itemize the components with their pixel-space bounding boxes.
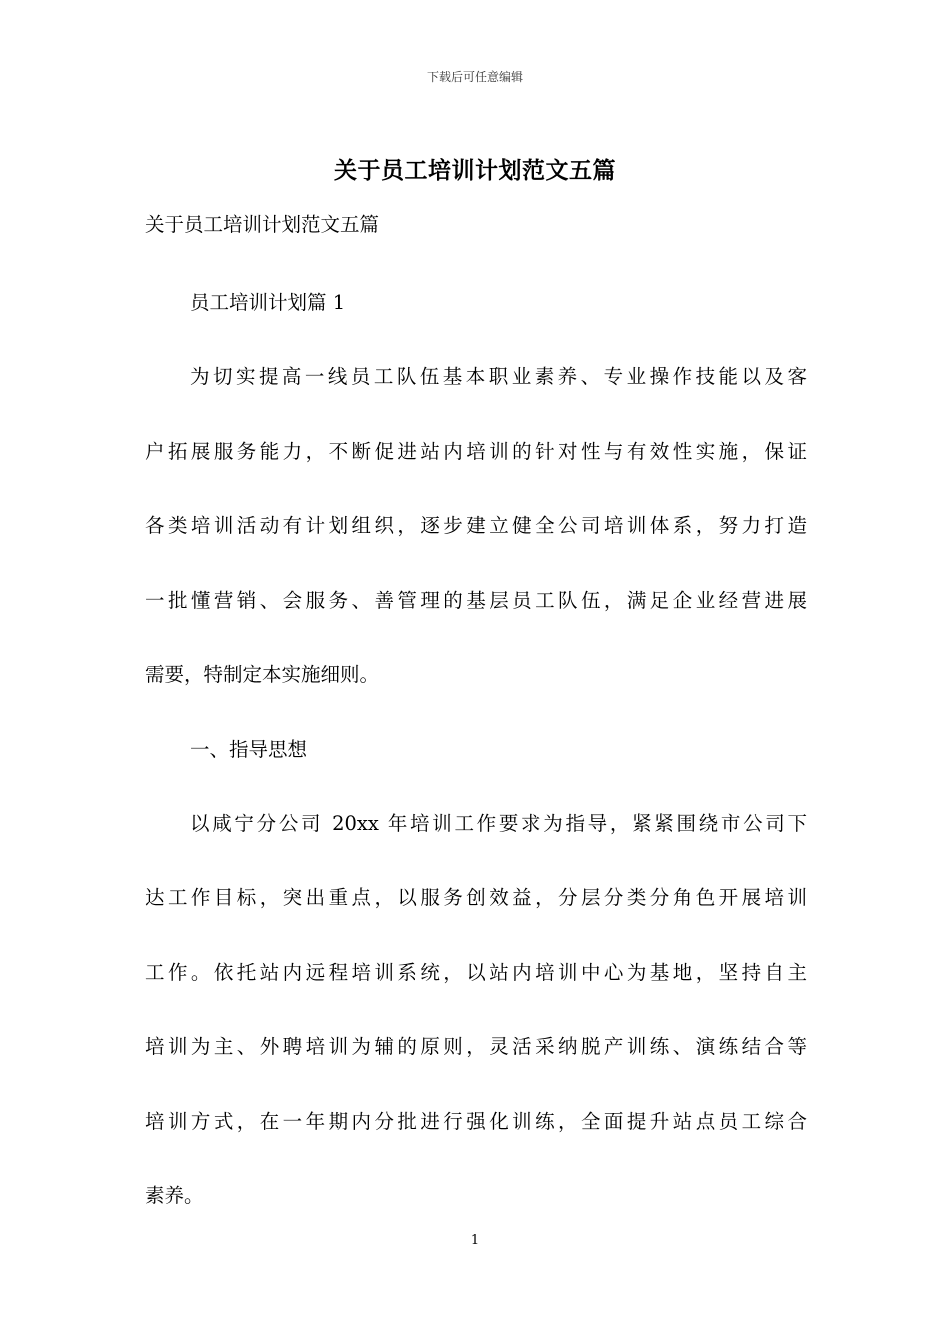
part-heading: 员工培训计划篇 1 bbox=[190, 291, 346, 314]
document-title: 关于员工培训计划范文五篇 bbox=[334, 158, 616, 184]
paragraph-line: 培训为主、外聘培训为辅的原则，灵活采纳脱产训练、演练结合等 bbox=[145, 1035, 807, 1058]
paragraph-line: 素养。 bbox=[145, 1184, 204, 1207]
section-heading: 一、指导思想 bbox=[190, 737, 308, 761]
paragraph-line: 需要，特制定本实施细则。 bbox=[145, 663, 380, 686]
paragraph-line: 各类培训活动有计划组织，逐步建立健全公司培训体系，努力打造 bbox=[145, 514, 807, 537]
paragraph-line: 以咸宁分公司 20xx 年培训工作要求为指导，紧紧围绕市公司下 bbox=[190, 811, 807, 835]
paragraph-1 bbox=[145, 357, 807, 730]
page-header: 下载后可任意编辑 bbox=[426, 70, 523, 84]
paragraph-line: 达工作目标，突出重点，以服务创效益，分层分类分角色开展培训 bbox=[145, 886, 807, 909]
paragraph-2 bbox=[145, 804, 807, 1251]
paragraph-line: 一批懂营销、会服务、善管理的基层员工队伍，满足企业经营进展 bbox=[145, 588, 807, 612]
page-number: 1 bbox=[470, 1233, 480, 1248]
document-body bbox=[145, 205, 807, 1251]
paragraph-line: 为切实提高一线员工队伍基本职业素养、专业操作技能以及客 bbox=[190, 365, 807, 388]
document-subtitle: 关于员工培训计划范文五篇 bbox=[145, 213, 380, 236]
paragraph-line: 培训方式，在一年期内分批进行强化训练，全面提升站点员工综合 bbox=[145, 1109, 807, 1133]
paragraph-line: 工作。依托站内远程培训系统，以站内培训中心为基地，坚持自主 bbox=[145, 960, 807, 984]
paragraph-line: 户拓展服务能力，不断促进站内培训的针对性与有效性实施，保证 bbox=[145, 439, 807, 463]
